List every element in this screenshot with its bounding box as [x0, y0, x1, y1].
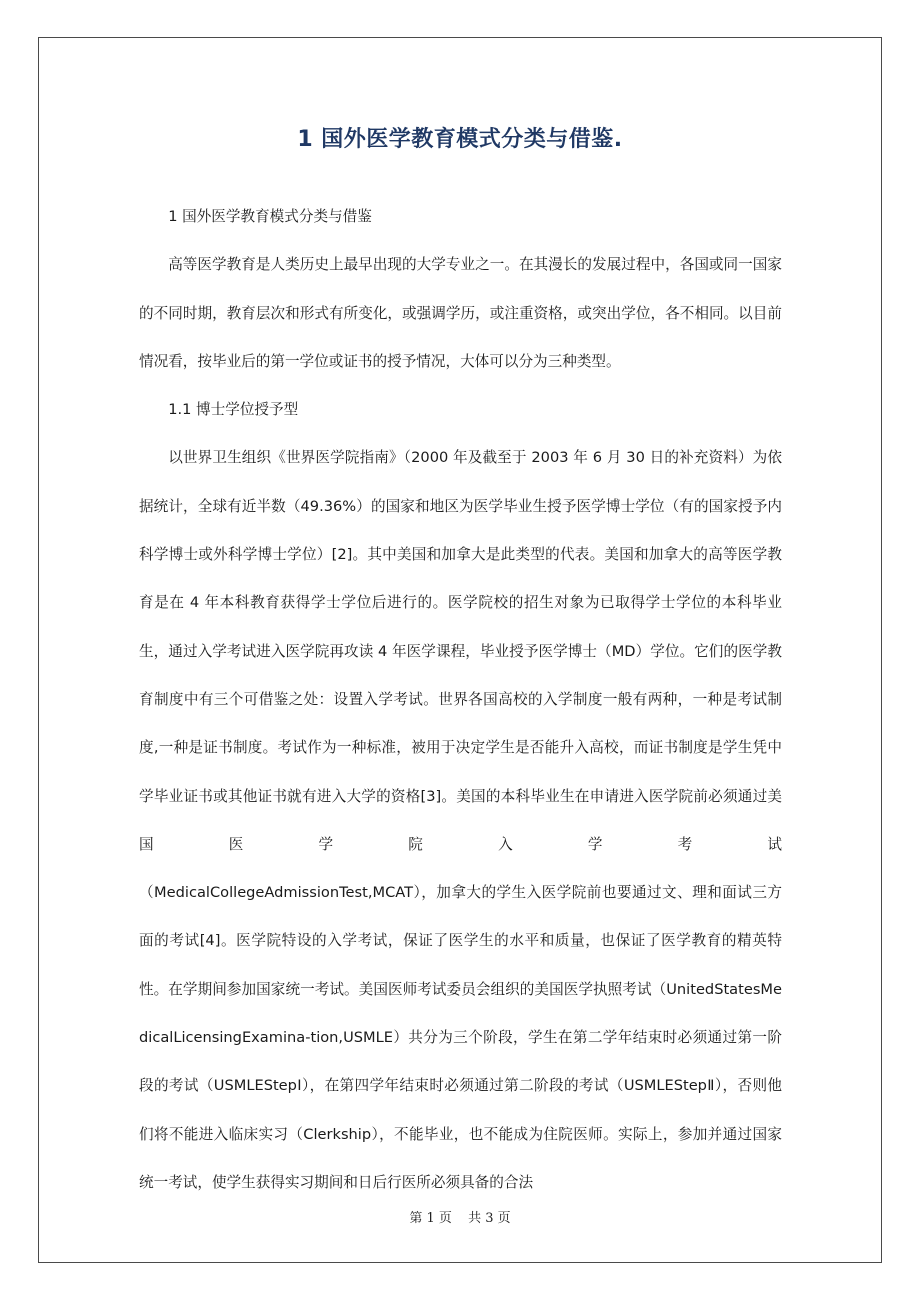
document-body — [139, 193, 782, 1207]
page-footer — [38, 1207, 882, 1226]
body-paragraph: 以世界卫生组织《世界医学院指南》（2000 年及截至于 2003 年 6 月 30 日的补充资料）为依据统计，全球有近半数（49.36%）的国家和地区为医学毕业生授予医学博士学位（有的国家授予内科学博士或外科学博士学位）[2]。其中美国和加拿大是此类型的代表。美国和加拿大的高等医学教育是在 4 年本科教育获得学士学位后进行的。医学院校的招生对象为已取得学士学位的本科毕业生，通过入学考试进入医学院再攻读 4 年医学课程，毕业授予医学博士（MD）学位。它们的医学教育制度中有三个可借鉴之处：设置入学考试。世界各国高校的入学制度一般有两种，一种是考试制度,一种是证书制度。考试作为一种标准，被用于决定学生是否能升入高校，而证书制度是学生凭中学毕业证书或其他证书就有进入大学的资格[3]。美国的本科毕业生在申请进入医学院前必须通过美国医学院入学考试 — [139, 449, 782, 853]
section-heading: 1 国外医学教育模式分类与借鉴 — [168, 208, 372, 225]
body-paragraph: 高等医学教育是人类历史上最早出现的大学专业之一。在其漫长的发展过程中，各国或同一国家的不同时期，教育层次和形式有所变化，或强调学历，或注重资格，或突出学位，各不相同。以目前情况看，按毕业后的第一学位或证书的授予情况，大体可以分为三种类型。 — [139, 256, 782, 370]
document-title: 1 国外医学教育模式分类与借鉴. — [297, 127, 623, 152]
body-paragraph-continued: （MedicalCollegeAdmissionTest,MCAT），加拿大的学生入医学院前也要通过文、理和面试三方面的考试[4]。医学院特设的入学考试，保证了医学生的水平和质量，也保证了医学教育的精英特性。在学期间参加国家统一考试。美国医师考试委员会组织的美国医学执照考试（UnitedStatesMedicalLicensingExamina-tion,USMLE）共分为三个阶段，学生在第二学年结束时必须通过第一阶段的考试（USMLEStepⅠ），在第四学年结束时必须通过第二阶段的考试（USMLEStepⅡ），否则他们将不能进入临床实习（Clerkship），不能毕业，也不能成为住院医师。实际上，参加并通过国家统一考试，使学生获得实习期间和日后行医所必须具备的合法 — [139, 884, 782, 1191]
subsection-heading: 1.1 博士学位授予型 — [168, 401, 299, 419]
page-total: 共 3 页 — [468, 1211, 511, 1226]
page-number: 第 1 页 — [409, 1211, 452, 1226]
